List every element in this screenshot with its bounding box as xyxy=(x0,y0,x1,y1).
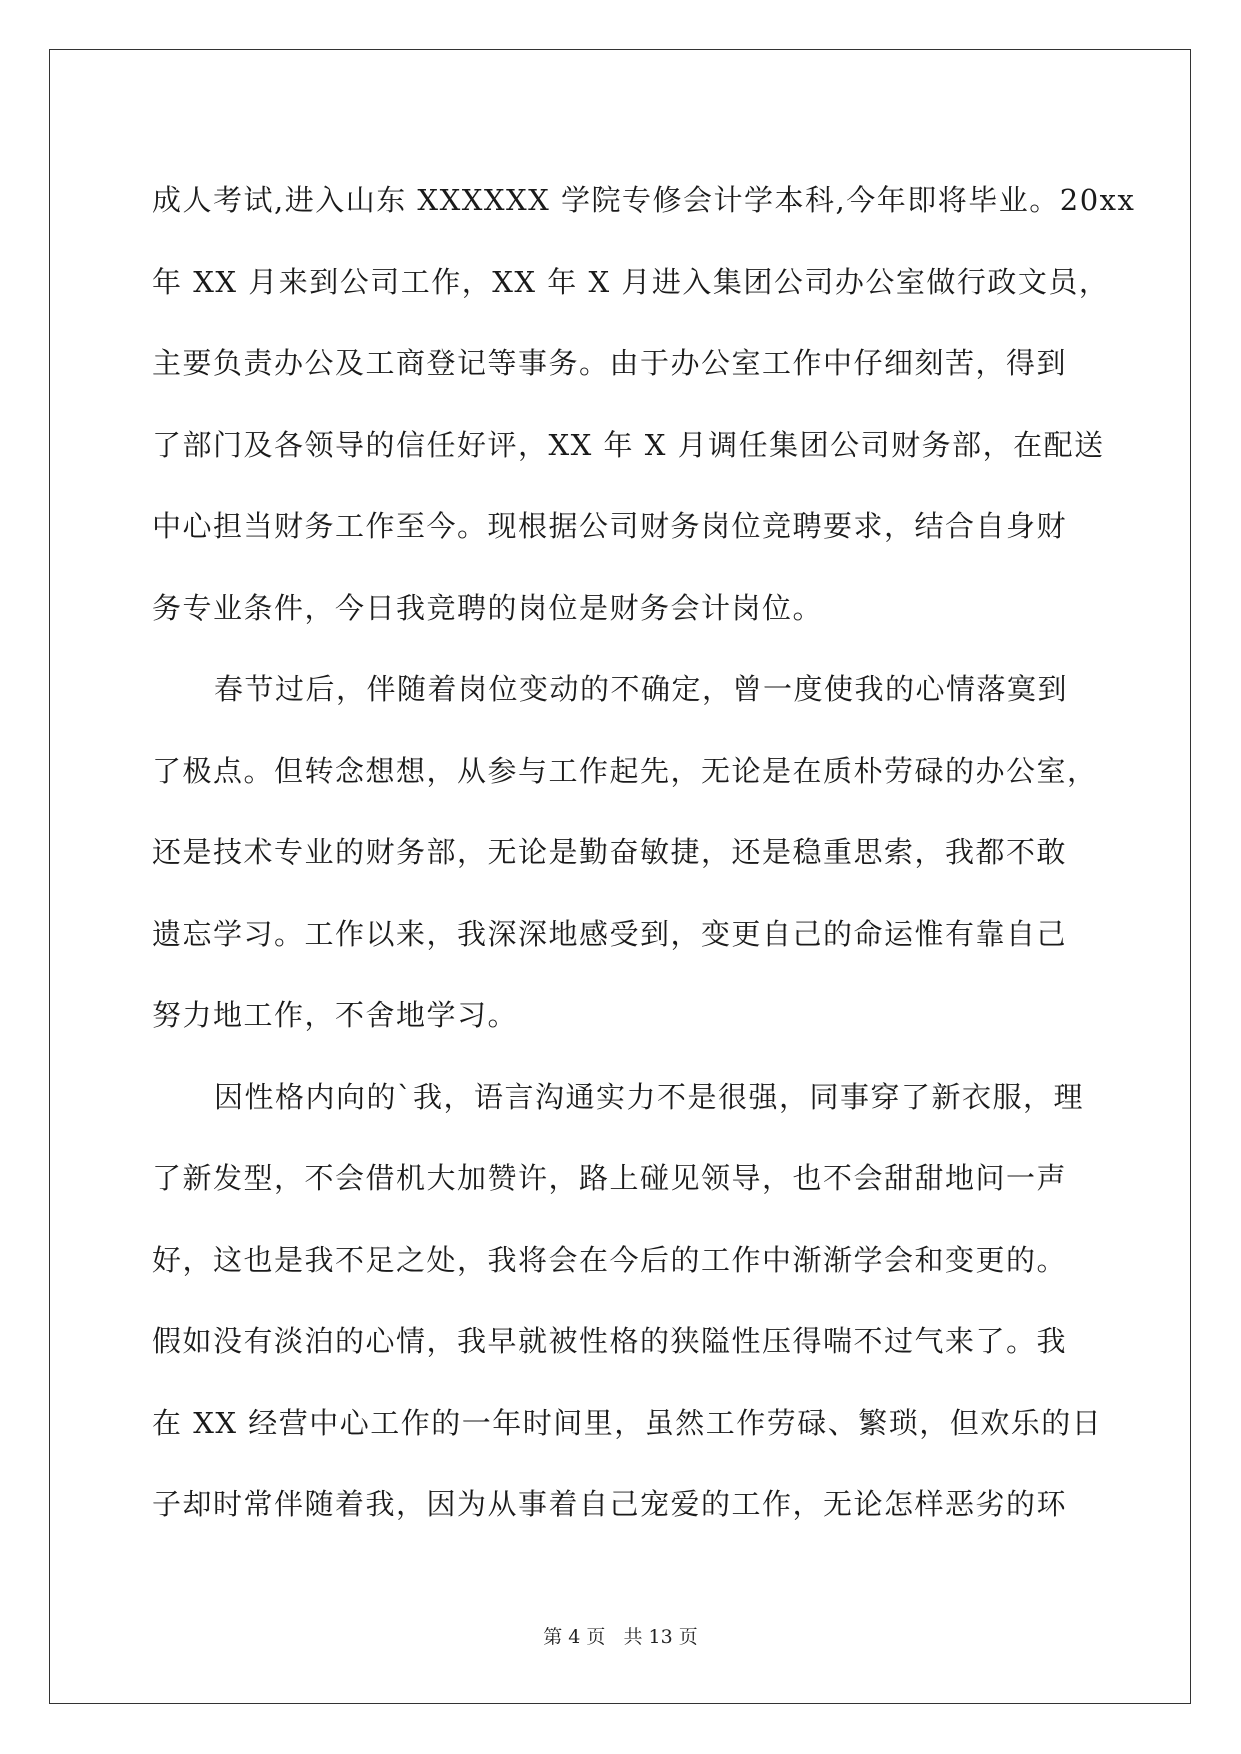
text-line: 了新发型，不会借机大加赞许，路上碰见领导，也不会甜甜地问一声 xyxy=(152,1161,1068,1195)
page-total: 共 13 页 xyxy=(623,1626,698,1648)
text-line: 假如没有淡泊的心情，我早就被性格的狭隘性压得喘不过气来了。我 xyxy=(152,1324,1068,1358)
page-number: 第 4 页 xyxy=(543,1626,606,1648)
text-line: 努力地工作，不舍地学习。 xyxy=(152,998,519,1032)
document-body xyxy=(152,160,1136,1546)
text-line: 年 XX 月来到公司工作，XX 年 X 月进入集团公司办公室做行政文员， xyxy=(152,264,1110,299)
page-footer xyxy=(0,1622,1241,1649)
text-line: 主要负责办公及工商登记等事务。由于办公室工作中仔细刻苦，得到 xyxy=(152,346,1068,380)
text-line: 成人考试,进入山东 XXXXXX 学院专修会计学本科,今年即将毕业。20xx xyxy=(152,183,1136,217)
text-line: 中心担当财务工作至今。现根据公司财务岗位竞聘要求，结合自身财 xyxy=(152,509,1068,543)
text-line: 务专业条件，今日我竞聘的岗位是财务会计岗位。 xyxy=(152,590,824,625)
paragraph-start-line: 因性格内向的`我，语言沟通实力不是很强，同事穿了新衣服，理 xyxy=(214,1079,1085,1114)
text-line: 子却时常伴随着我，因为从事着自己宠爱的工作，无论怎样恶劣的环 xyxy=(152,1487,1068,1521)
text-line: 了极点。但转念想想，从参与工作起先，无论是在质朴劳碌的办公室， xyxy=(152,753,1098,788)
text-line: 遗忘学习。工作以来，我深深地感受到，变更自己的命运惟有靠自己 xyxy=(152,916,1068,951)
text-line: 好，这也是我不足之处，我将会在今后的工作中渐渐学会和变更的。 xyxy=(152,1242,1068,1277)
text-line: 了部门及各领导的信任好评，XX 年 X 月调任集团公司财务部，在配送 xyxy=(152,427,1105,462)
paragraph-start-line: 春节过后，伴随着岗位变动的不确定，曾一度使我的心情落寞到 xyxy=(214,672,1069,706)
text-line: 还是技术专业的财务部，无论是勤奋敏捷，还是稳重思索，我都不敢 xyxy=(152,835,1068,869)
text-line: 在 XX 经营中心工作的一年时间里，虽然工作劳碌、繁琐，但欢乐的日 xyxy=(152,1405,1103,1440)
